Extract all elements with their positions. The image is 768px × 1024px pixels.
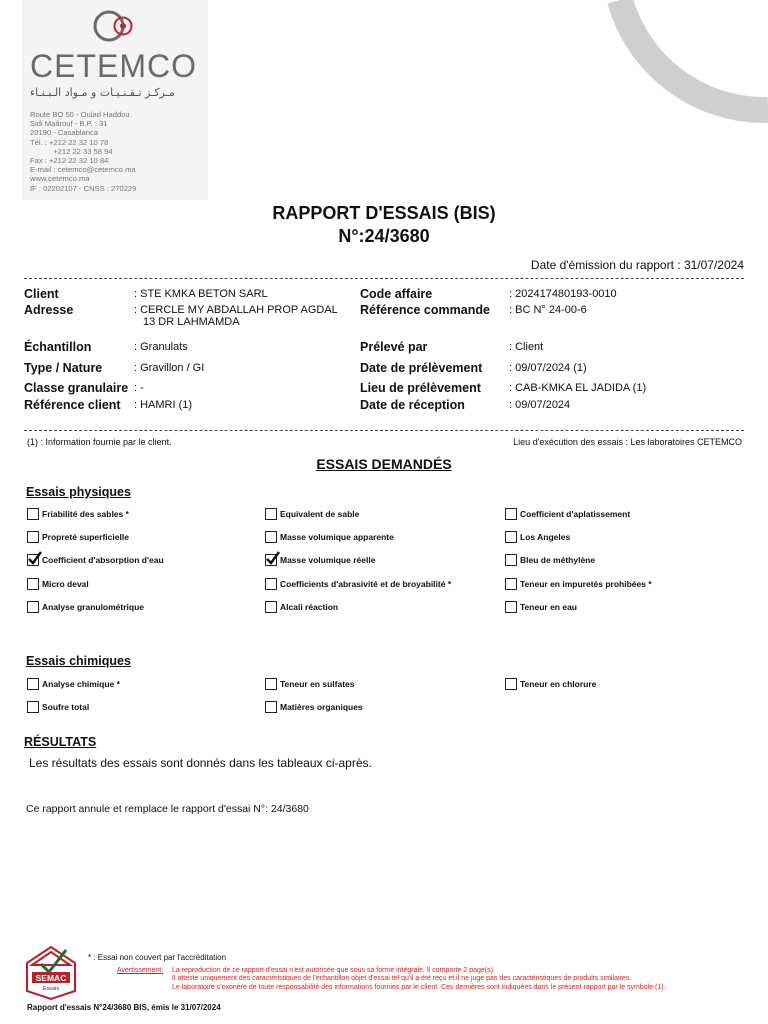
checkbox-coefficient-d-aplatissement[interactable] (505, 508, 517, 520)
type-value: : Gravillon / GI (134, 362, 205, 374)
checkbox-label: Teneur en sulfates (280, 679, 355, 689)
logo-arabic-text: مـركـز تـقـنـيـات و مـواد الـبـنـاء (30, 86, 175, 99)
checkbox-teneur-en-sulfates[interactable] (265, 678, 277, 690)
checkbox-label: Coefficient d'absorption d'eau (42, 555, 164, 566)
checkbox-soufre-total[interactable] (27, 701, 39, 713)
checkbox-masse-volumique-reelle[interactable] (265, 554, 277, 566)
checkbox-label: Equivalent de sable (280, 509, 360, 519)
checkbox-label: Micro deval (42, 578, 89, 589)
checkbox-label: Teneur en chlorure (520, 679, 597, 689)
ref-commande-label: Référence commande (360, 303, 490, 317)
type-label: Type / Nature (24, 361, 103, 375)
semac-logo-icon (24, 944, 78, 1002)
essais-demandes-title: ESSAIS DEMANDÉS (316, 456, 452, 472)
checkbox-label: Teneur en impuretés prohibées * (520, 578, 652, 589)
checkbox-teneur-en-chlorure[interactable] (505, 678, 517, 690)
checkbox-matieres-organiques[interactable] (265, 701, 277, 713)
ref-client-value: : HAMRI (1) (134, 399, 193, 411)
preleve-par-value: : Client (509, 341, 544, 353)
essais-chimiques-title: Essais chimiques (26, 654, 131, 668)
checkbox-teneur-en-impuretes-prohibees[interactable] (505, 578, 517, 590)
checkbox-label: Soufre total (42, 702, 90, 712)
checkbox-coefficients-d-abrasivite-et-de-broyabilite[interactable] (265, 578, 277, 590)
address-line: Sidi Maârouf - B.P. : 31 (30, 119, 108, 129)
lieu-prelevement-label: Lieu de prélèvement (360, 381, 481, 395)
client-value: : STE KMKA BETON SARL (134, 288, 268, 300)
checkbox-label: Analyse chimique * (42, 679, 120, 689)
avertissement-line: Le laboratoire s'exonère de toute responsabilité des informations fournies par le client. Ces dernières sont indiquées dans le présent rapport par le symbole (1). (172, 983, 666, 991)
checkbox-friabilite-des-sables[interactable] (27, 508, 39, 520)
divider (24, 278, 744, 279)
checkbox-micro-deval[interactable] (27, 578, 39, 590)
checkbox-bleu-de-methylene[interactable] (505, 554, 517, 566)
date-reception-label: Date de réception (360, 398, 465, 412)
cetemco-logo-icon (92, 6, 142, 46)
checkbox-label: Alcali réaction (280, 601, 339, 612)
essais-physiques-title: Essais physiques (26, 485, 131, 499)
lieu-prelevement-value: : CAB-KMKA EL JADIDA (1) (509, 382, 647, 394)
avertissement-line: La reproduction de ce rapport d'essai n'est autorisée que sous sa forme intégrale. Il comporte 2 page(s). (172, 967, 495, 974)
avertissement-line: Il atteste uniquement des caractéristiques de l'échantillon objet d'essai tel qu'il a été reçu et il ne juge pas des caractéristiques de produits similaires. (172, 975, 632, 983)
annul-text: Ce rapport annule et remplace le rapport d'essai N°: 24/3680 (26, 803, 309, 815)
avertissement-text (172, 967, 666, 992)
lieu-execution-note: Lieu d'exécution des essais : Les laboratoires CETEMCO (513, 437, 742, 447)
avertissement-label: Avertissement: (117, 967, 164, 974)
checkbox-alcali-reaction[interactable] (265, 601, 277, 613)
code-affaire-value: : 202417480193-0010 (509, 288, 617, 300)
adresse-label: Adresse (24, 303, 74, 317)
checkbox-label: Analyse granulométrique (42, 601, 145, 612)
issue-date: Date d'émission du rapport : 31/07/2024 (530, 258, 744, 272)
checkbox-proprete-superficielle[interactable] (27, 531, 39, 543)
resultats-text: Les résultats des essais sont donnés dans les tableaux ci-après. (29, 756, 372, 770)
address-line: Route BO 50 - Oulad Haddou (30, 110, 130, 119)
checkbox-label: Masse volumique réelle (280, 555, 376, 566)
date-reception-value: : 09/07/2024 (509, 399, 571, 411)
decorative-arc (600, 0, 768, 130)
checkbox-label: Bleu de méthylène (520, 555, 596, 566)
checkbox-equivalent-de-sable[interactable] (265, 508, 277, 520)
checkmark-icon (265, 550, 281, 566)
checkbox-label: Friabilité des sables * (42, 509, 129, 519)
address-line: 20190 - Casablanca (30, 128, 98, 138)
preleve-par-label: Prélevé par (360, 340, 428, 354)
client-label: Client (24, 287, 59, 301)
checkbox-analyse-chimique[interactable] (27, 678, 39, 690)
divider (24, 430, 744, 431)
checkmark-icon (27, 550, 43, 566)
address-line: Fax : +212 22 32 10 84 (30, 156, 109, 166)
address-block (30, 110, 136, 193)
checkbox-label: Propreté superficielle (42, 532, 129, 543)
resultats-title: RÉSULTATS (24, 735, 97, 749)
checkbox-coefficient-d-absorption-d-eau[interactable] (27, 554, 39, 566)
checkbox-label: Masse volumique apparente (280, 532, 394, 543)
report-number: N°:24/3680 (338, 226, 430, 246)
checkbox-analyse-granulometrique[interactable] (27, 601, 39, 613)
ref-client-label: Référence client (24, 398, 121, 412)
code-affaire-label: Code affaire (360, 287, 433, 301)
ref-commande-value: : BC N° 24-00-6 (509, 304, 587, 316)
classe-label: Classe granulaire (24, 381, 129, 395)
echantillon-label: Échantillon (24, 340, 92, 354)
address-line: IF : 02202107 - CNSS : 270229 (30, 183, 137, 193)
date-prelevement-label: Date de prélèvement (360, 361, 483, 375)
date-prelevement-value: : 09/07/2024 (1) (509, 362, 587, 374)
checkbox-label: Coefficients d'abrasivité et de broyabilité * (280, 578, 452, 589)
address-line: www.cetemco.ma (30, 174, 90, 184)
star-note: * : Essai non couvert par l'accréditation (88, 953, 227, 962)
address-line: Tél. : +212 22 32 10 78 (30, 137, 109, 147)
semac-label: SEMAC (35, 973, 67, 983)
logo-wordmark: CETEMCO (30, 48, 197, 84)
address-line: E-mail : cetemco@cetemco.ma (30, 165, 136, 175)
checkbox-masse-volumique-apparente[interactable] (265, 531, 277, 543)
checkbox-label: Los Angeles (520, 532, 571, 543)
echantillon-value: : Granulats (134, 341, 188, 353)
checkbox-los-angeles[interactable] (505, 531, 517, 543)
client-info-note: (1) : Information fournie par le client. (27, 437, 172, 447)
semac-sub: Essais (42, 986, 60, 992)
classe-value: : - (134, 382, 144, 394)
checkbox-label: Coefficient d'aplatissement (520, 509, 631, 519)
address-line: +212 22 33 58 94 (30, 146, 113, 156)
checkbox-label: Matières organiques (280, 702, 363, 712)
report-title: RAPPORT D'ESSAIS (BIS) (272, 203, 496, 223)
adresse-value: : CERCLE MY ABDALLAH PROP AGDAL (134, 304, 338, 316)
checkbox-teneur-en-eau[interactable] (505, 601, 517, 613)
checkbox-label: Teneur en eau (520, 601, 577, 612)
adresse-value-line2: 13 DR LAHMAMDA (143, 316, 240, 328)
footer-report-ref: Rapport d'essais N°24/3680 BIS, émis le 31/07/2024 (27, 1003, 221, 1012)
